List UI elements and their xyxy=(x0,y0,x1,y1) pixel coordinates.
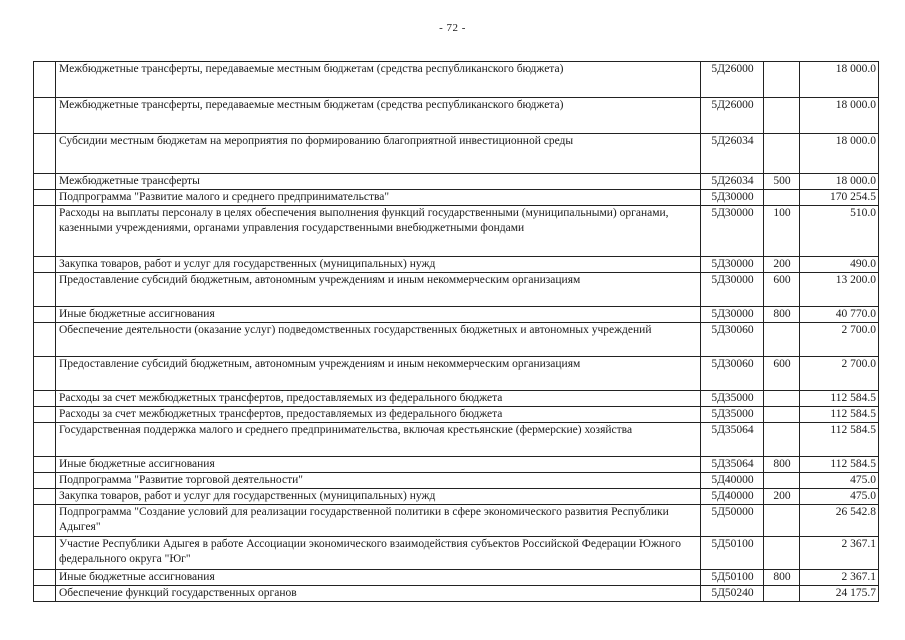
blank-cell xyxy=(34,174,56,190)
row-amount: 18 000.0 xyxy=(800,62,879,98)
row-expense-type xyxy=(764,407,800,423)
blank-cell xyxy=(34,489,56,505)
table-row xyxy=(34,190,879,206)
blank-cell xyxy=(34,473,56,489)
table-row xyxy=(34,134,879,174)
blank-cell xyxy=(34,407,56,423)
table-row xyxy=(34,323,879,357)
row-expense-type: 200 xyxy=(764,257,800,273)
blank-cell xyxy=(34,457,56,473)
row-amount: 24 175.7 xyxy=(800,586,879,602)
row-code: 5Д26034 xyxy=(701,174,764,190)
row-name: Подпрограмма "Создание условий для реализации государственной политики в сфере экономического развития Республики Адыгея" xyxy=(56,505,701,537)
row-expense-type xyxy=(764,323,800,357)
row-code: 5Д30000 xyxy=(701,206,764,257)
row-name: Иные бюджетные ассигнования xyxy=(56,307,701,323)
row-code: 5Д35064 xyxy=(701,423,764,457)
blank-cell xyxy=(34,586,56,602)
blank-cell xyxy=(34,206,56,257)
table-row xyxy=(34,407,879,423)
row-code: 5Д30000 xyxy=(701,257,764,273)
row-code: 5Д30060 xyxy=(701,357,764,391)
row-code: 5Д26000 xyxy=(701,98,764,134)
blank-cell xyxy=(34,134,56,174)
row-code: 5Д35000 xyxy=(701,391,764,407)
blank-cell xyxy=(34,190,56,206)
row-expense-type xyxy=(764,537,800,570)
row-name: Обеспечение функций государственных органов xyxy=(56,586,701,602)
row-amount: 40 770.0 xyxy=(800,307,879,323)
row-amount: 112 584.5 xyxy=(800,391,879,407)
row-amount: 2 367.1 xyxy=(800,537,879,570)
table-row xyxy=(34,391,879,407)
row-code: 5Д26034 xyxy=(701,134,764,174)
row-name: Обеспечение деятельности (оказание услуг) подведомственных государственных бюджетных и автономных учреждений xyxy=(56,323,701,357)
row-name: Предоставление субсидий бюджетным, автономным учреждениям и иным некоммерческим организациям xyxy=(56,273,701,307)
row-code: 5Д35064 xyxy=(701,457,764,473)
table-row xyxy=(34,489,879,505)
row-name: Иные бюджетные ассигнования xyxy=(56,457,701,473)
table-row xyxy=(34,273,879,307)
table-row xyxy=(34,505,879,537)
table-row xyxy=(34,257,879,273)
table-row xyxy=(34,537,879,570)
row-code: 5Д30000 xyxy=(701,190,764,206)
table-row xyxy=(34,570,879,586)
row-name: Расходы за счет межбюджетных трансфертов, предоставляемых из федерального бюджета xyxy=(56,391,701,407)
budget-table-body xyxy=(34,62,879,602)
row-name: Подпрограмма "Развитие торговой деятельности" xyxy=(56,473,701,489)
table-row xyxy=(34,357,879,391)
row-code: 5Д26000 xyxy=(701,62,764,98)
row-expense-type xyxy=(764,98,800,134)
row-expense-type xyxy=(764,423,800,457)
row-amount: 112 584.5 xyxy=(800,457,879,473)
row-expense-type xyxy=(764,391,800,407)
row-name: Государственная поддержка малого и среднего предпринимательства, включая крестьянские (фермерские) хозяйства xyxy=(56,423,701,457)
row-code: 5Д30000 xyxy=(701,273,764,307)
row-amount: 475.0 xyxy=(800,473,879,489)
blank-cell xyxy=(34,537,56,570)
row-expense-type: 200 xyxy=(764,489,800,505)
table-row xyxy=(34,586,879,602)
row-expense-type: 500 xyxy=(764,174,800,190)
row-amount: 2 367.1 xyxy=(800,570,879,586)
blank-cell xyxy=(34,570,56,586)
row-amount: 112 584.5 xyxy=(800,407,879,423)
blank-cell xyxy=(34,307,56,323)
table-row xyxy=(34,457,879,473)
row-expense-type xyxy=(764,586,800,602)
row-code: 5Д50000 xyxy=(701,505,764,537)
row-name: Расходы на выплаты персоналу в целях обеспечения выполнения функций государственными (муниципальными) органами, казенными учреждениями, органами управления государственными внебюджетными фондами xyxy=(56,206,701,257)
row-amount: 18 000.0 xyxy=(800,134,879,174)
blank-cell xyxy=(34,357,56,391)
row-amount: 510.0 xyxy=(800,206,879,257)
row-code: 5Д35000 xyxy=(701,407,764,423)
row-name: Предоставление субсидий бюджетным, автономным учреждениям и иным некоммерческим организациям xyxy=(56,357,701,391)
row-name: Межбюджетные трансферты, передаваемые местным бюджетам (средства республиканского бюджета) xyxy=(56,98,701,134)
row-code: 5Д40000 xyxy=(701,489,764,505)
table-row xyxy=(34,473,879,489)
row-code: 5Д50100 xyxy=(701,570,764,586)
page-number: - 72 - xyxy=(439,22,466,34)
blank-cell xyxy=(34,323,56,357)
row-name: Участие Республики Адыгея в работе Ассоциации экономического взаимодействия субъектов Российской Федерации Южного федерального округа "Юг" xyxy=(56,537,701,570)
row-name: Иные бюджетные ассигнования xyxy=(56,570,701,586)
blank-cell xyxy=(34,423,56,457)
row-expense-type: 800 xyxy=(764,457,800,473)
table-row xyxy=(34,62,879,98)
blank-cell xyxy=(34,98,56,134)
blank-cell xyxy=(34,505,56,537)
blank-cell xyxy=(34,62,56,98)
row-expense-type xyxy=(764,62,800,98)
row-name: Подпрограмма "Развитие малого и среднего предпринимательства" xyxy=(56,190,701,206)
table-row xyxy=(34,206,879,257)
row-name: Расходы за счет межбюджетных трансфертов, предоставляемых из федерального бюджета xyxy=(56,407,701,423)
table-row xyxy=(34,423,879,457)
row-name: Субсидии местным бюджетам на мероприятия по формированию благоприятной инвестиционной среды xyxy=(56,134,701,174)
row-code: 5Д50240 xyxy=(701,586,764,602)
row-name: Закупка товаров, работ и услуг для государственных (муниципальных) нужд xyxy=(56,257,701,273)
row-amount: 18 000.0 xyxy=(800,98,879,134)
row-amount: 2 700.0 xyxy=(800,357,879,391)
row-expense-type: 800 xyxy=(764,307,800,323)
row-amount: 26 542.8 xyxy=(800,505,879,537)
row-amount: 170 254.5 xyxy=(800,190,879,206)
row-expense-type xyxy=(764,134,800,174)
table-row xyxy=(34,98,879,134)
table-row xyxy=(34,307,879,323)
row-expense-type xyxy=(764,505,800,537)
row-expense-type xyxy=(764,473,800,489)
blank-cell xyxy=(34,391,56,407)
row-expense-type: 600 xyxy=(764,273,800,307)
row-expense-type xyxy=(764,190,800,206)
blank-cell xyxy=(34,273,56,307)
row-amount: 13 200.0 xyxy=(800,273,879,307)
row-code: 5Д40000 xyxy=(701,473,764,489)
row-expense-type: 600 xyxy=(764,357,800,391)
row-code: 5Д30000 xyxy=(701,307,764,323)
row-amount: 18 000.0 xyxy=(800,174,879,190)
blank-cell xyxy=(34,257,56,273)
row-amount: 112 584.5 xyxy=(800,423,879,457)
row-name: Закупка товаров, работ и услуг для государственных (муниципальных) нужд xyxy=(56,489,701,505)
row-amount: 475.0 xyxy=(800,489,879,505)
row-expense-type: 100 xyxy=(764,206,800,257)
row-code: 5Д30060 xyxy=(701,323,764,357)
row-name: Межбюджетные трансферты, передаваемые местным бюджетам (средства республиканского бюджета) xyxy=(56,62,701,98)
budget-table xyxy=(33,61,879,602)
table-row xyxy=(34,174,879,190)
row-amount: 2 700.0 xyxy=(800,323,879,357)
row-name: Межбюджетные трансферты xyxy=(56,174,701,190)
row-expense-type: 800 xyxy=(764,570,800,586)
row-code: 5Д50100 xyxy=(701,537,764,570)
row-amount: 490.0 xyxy=(800,257,879,273)
